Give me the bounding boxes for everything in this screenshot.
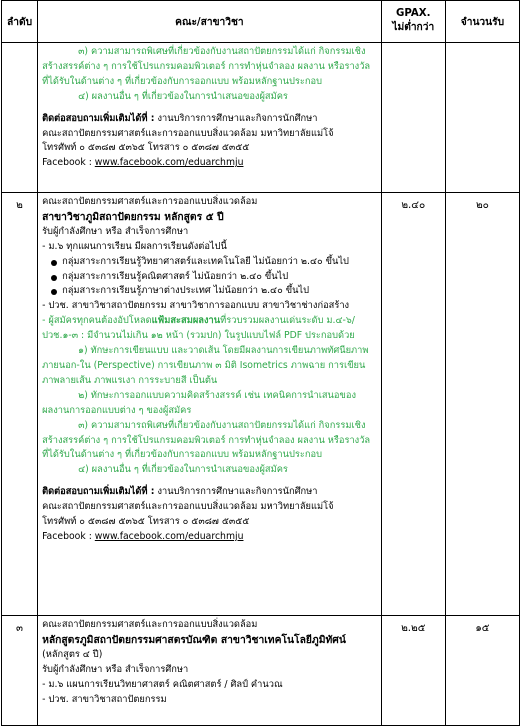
facebook-label: Facebook : bbox=[42, 157, 95, 169]
portfolio-line1 bbox=[42, 314, 377, 329]
facebook-link[interactable]: www.facebook.com/eduarchmju bbox=[94, 157, 244, 169]
requirement-1-line3: ภาพลายเส้น ภาพแรเงา การระบายสี เป็นต้น bbox=[42, 374, 218, 386]
contact-unit: งานบริการการศึกษาและกิจการนักศึกษา bbox=[154, 486, 318, 498]
faculty-cell bbox=[38, 193, 382, 616]
header-gpax-line2: ไม่ต่ำกว่า bbox=[392, 22, 435, 33]
faculty-name: คณะสถาปัตยกรรมศาสตร์และการออกแบบสิ่งแวดล้อม bbox=[42, 619, 258, 630]
requirement-4: ๔) ผลงานอื่น ๆ ที่เกี่ยวข้องในการนำเสนอของผู้สมัคร bbox=[78, 464, 288, 476]
header-order: ลำดับ bbox=[2, 1, 38, 43]
faculty-cell bbox=[38, 43, 382, 193]
header-gpax-line1: GPAX. bbox=[396, 8, 431, 19]
order-cell: ๓ bbox=[2, 616, 38, 726]
requirement-3-line1: ๓) ความสามารถพิเศษที่เกี่ยวข้องกับงานสถาปัตยกรรมได้แก่ กิจกรรมเชิง bbox=[78, 46, 366, 57]
facebook-line bbox=[42, 530, 377, 545]
seats-cell: ๑๕ bbox=[445, 616, 519, 726]
seats-cell: ๒๐ bbox=[445, 193, 519, 616]
gpax-cell: ๒.๔๐ bbox=[381, 193, 445, 616]
gpax-cell-empty bbox=[381, 43, 445, 193]
requirement-1-line2: ภายนอก-ใน (Perspective) การเขียนภาพ ๓ มิติ Isometrics ภาพฉาย การเขียน bbox=[42, 359, 366, 371]
list-item bbox=[42, 284, 377, 299]
contact-unit: งานบริการการศึกษาและกิจการนักศึกษา bbox=[154, 112, 318, 124]
bullet-icon bbox=[51, 260, 57, 266]
accept-text: รับผู้กำลังศึกษา หรือ สำเร็จการศึกษา bbox=[42, 225, 189, 237]
pvc-requirement: - ปวช. สาขาวิชาสถาปัตยกรรม bbox=[42, 693, 167, 705]
header-gpax bbox=[381, 1, 445, 43]
pvc-requirement: - ปวช. สาขาวิชาสถาปัตยกรรม สาขาวิชาการออกแบบ สาขาวิชาช่างก่อสร้าง bbox=[42, 300, 350, 312]
requirement-3-line1: ๓) ความสามารถพิเศษที่เกี่ยวข้องกับงานสถาปัตยกรรมได้แก่ กิจกรรมเชิง bbox=[78, 419, 366, 431]
contact-phone: โทรศัพท์ ๐ ๕๓๘๗ ๕๓๖๕ โทรสาร ๐ ๕๓๘๗ ๕๓๕๕ bbox=[42, 516, 250, 528]
faculty-cell bbox=[38, 616, 382, 726]
portfolio-text-a: - ผู้สมัครทุกคนต้องอัปโหลด bbox=[42, 315, 152, 327]
contact-label: ติดต่อสอบถามเพิ่มเติมได้ที่ : bbox=[42, 112, 155, 124]
bullet-text: กลุ่มสาระการเรียนรู้วิทยาศาสตร์และเทคโนโลยี ไม่น้อยกว่า ๒.๔๐ ขึ้นไป bbox=[62, 255, 349, 267]
program-name: สาขาวิชาภูมิสถาปัตยกรรม หลักสูตร ๕ ปี bbox=[42, 210, 224, 223]
facebook-label: Facebook : bbox=[42, 530, 95, 542]
facebook-link[interactable]: www.facebook.com/eduarchmju bbox=[94, 530, 244, 542]
list-item bbox=[42, 270, 377, 285]
bullet-text: กลุ่มสาระการเรียนรู้ภาษาต่างประเทศ ไม่น้อยกว่า ๒.๔๐ ขึ้นไป bbox=[62, 285, 310, 297]
bullet-icon bbox=[51, 275, 57, 281]
table-row bbox=[2, 193, 520, 616]
order-cell-empty bbox=[2, 43, 38, 193]
seats-cell-empty bbox=[445, 43, 519, 193]
requirement-2-line2: ผลงานการออกแบบต่าง ๆ ของผู้สมัคร bbox=[42, 404, 192, 416]
table-row-continued bbox=[2, 43, 520, 193]
table-row bbox=[2, 616, 520, 726]
requirement-2-line1: ๒) ทักษะการออกแบบความคิดสร้างสรรค์ เช่น เทคนิคการนำเสนอของ bbox=[78, 389, 356, 401]
requirement-3-line3: ที่ได้รับในด้านต่าง ๆ ที่เกี่ยวข้องกับการออกแบบ พร้อมหลักฐานประกอบ bbox=[42, 449, 323, 461]
requirement-3-line2: สร้างสรรค์ต่าง ๆ การใช้โปรแกรมคอมพิวเตอร์ การทำหุ่นจำลอง ผลงาน หรือรางวัล bbox=[42, 434, 371, 446]
m6-requirement: - ม.๖ ทุกแผนการเรียน มีผลการเรียนดังต่อไปนี้ bbox=[42, 240, 227, 252]
program-name: หลักสูตรภูมิสถาปัตยกรรมศาสตรบัณฑิต สาขาวิชาเทคโนโลยีภูมิทัศน์ bbox=[42, 633, 346, 646]
contact-faculty: คณะสถาปัตยกรรมศาสตร์และการออกแบบสิ่งแวดล้อม มหาวิทยาลัยแม่โจ้ bbox=[42, 501, 334, 513]
header-seats: จำนวนรับ bbox=[445, 1, 519, 43]
gpax-cell: ๒.๒๕ bbox=[381, 616, 445, 726]
portfolio-text-bold: แฟ้มสะสมผลงาน bbox=[151, 315, 221, 327]
contact-line bbox=[42, 112, 377, 127]
contact-label: ติดต่อสอบถามเพิ่มเติมได้ที่ : bbox=[42, 486, 155, 498]
table-header-row bbox=[2, 1, 520, 43]
requirement-1-line1: ๑) ทักษะการเขียนแบบ และวาดเส้น โดยมีผลงานการเขียนภาพทัศนียภาพ bbox=[78, 345, 369, 357]
bullet-icon bbox=[51, 289, 57, 295]
portfolio-line2: ปวช.๑-๓ : มีจำนวนไม่เกิน ๑๒ หน้า (รวมปก) ในรูปแบบไฟล์ PDF ประกอบด้วย bbox=[42, 330, 355, 342]
accept-text: รับผู้กำลังศึกษา หรือ สำเร็จการศึกษา bbox=[42, 663, 189, 675]
bullet-text: กลุ่มสาระการเรียนรู้คณิตศาสตร์ ไม่น้อยกว่า ๒.๔๐ ขึ้นไป bbox=[62, 270, 289, 282]
order-cell: ๒ bbox=[2, 193, 38, 616]
facebook-line bbox=[42, 156, 377, 171]
faculty-name: คณะสถาปัตยกรรมศาสตร์และการออกแบบสิ่งแวดล้อม bbox=[42, 196, 258, 207]
program-duration: (หลักสูตร ๔ ปี) bbox=[42, 648, 103, 660]
requirement-3-line2: สร้างสรรค์ต่าง ๆ การใช้โปรแกรมคอมพิวเตอร์ การทำหุ่นจำลอง ผลงาน หรือรางวัล bbox=[42, 60, 371, 72]
requirement-3-line3: ที่ได้รับในด้านต่าง ๆ ที่เกี่ยวข้องกับการออกแบบ พร้อมหลักฐานประกอบ bbox=[42, 75, 323, 87]
contact-line bbox=[42, 485, 377, 500]
contact-faculty: คณะสถาปัตยกรรมศาสตร์และการออกแบบสิ่งแวดล้อม มหาวิทยาลัยแม่โจ้ bbox=[42, 127, 334, 139]
portfolio-text-c: ที่รวบรวมผลงานเด่นระดับ ม.๔-๖/ bbox=[220, 315, 355, 327]
m6-requirement: - ม.๖ แผนการเรียนวิทยาศาสตร์ คณิตศาสตร์ / ศิลป์ คำนวณ bbox=[42, 678, 283, 690]
list-item bbox=[42, 255, 377, 270]
requirement-4: ๔) ผลงานอื่น ๆ ที่เกี่ยวข้องในการนำเสนอของผู้สมัคร bbox=[78, 90, 288, 102]
admission-table bbox=[1, 0, 520, 726]
contact-phone: โทรศัพท์ ๐ ๕๓๘๗ ๕๓๖๕ โทรสาร ๐ ๕๓๘๗ ๕๓๕๕ bbox=[42, 142, 250, 154]
header-faculty: คณะ/สาขาวิชา bbox=[38, 1, 382, 43]
